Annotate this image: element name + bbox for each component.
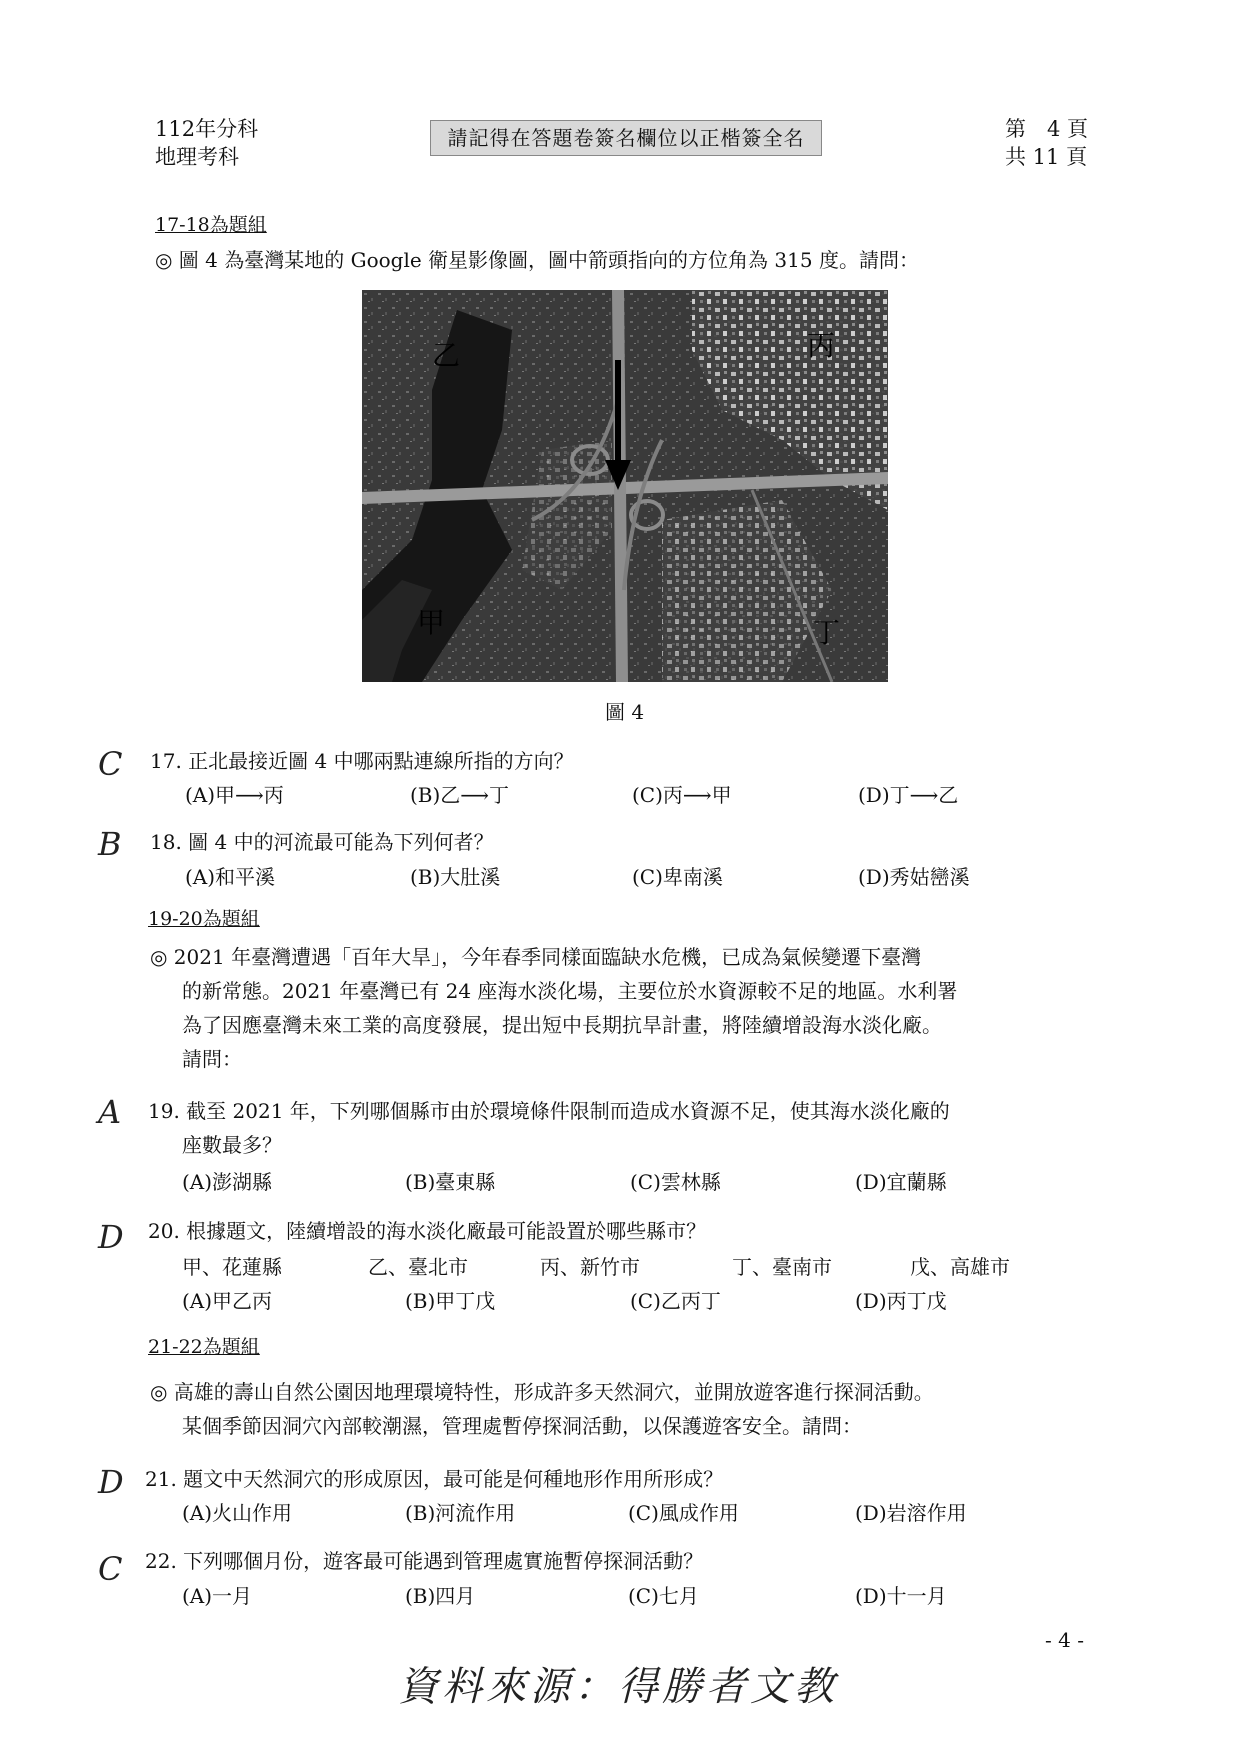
- question-18-stem: 18. 圖 4 中的河流最可能為下列何者？: [150, 830, 494, 854]
- q17-option-c: (C)丙⟶甲: [632, 783, 732, 807]
- q20-item-jia: 甲、花蓮縣: [182, 1255, 282, 1279]
- question-20-stem: 20. 根據題文，陸續增設的海水淡化廠最可能設置於哪些縣市？: [148, 1219, 707, 1243]
- page-number: - 4 -: [1045, 1628, 1084, 1652]
- q20-option-c: (C)乙丙丁: [630, 1289, 721, 1313]
- q18-option-b: (B)大肚溪: [410, 865, 501, 889]
- q22-option-a: (A)一月: [182, 1584, 253, 1608]
- group-intro-19-20-line2: 的新常態。2021 年臺灣已有 24 座海水淡化場，主要位於水資源較不足的地區。水利署: [182, 979, 958, 1003]
- q17-option-b: (B)乙⟶丁: [410, 783, 509, 807]
- page-indicator: 第 4 頁: [1005, 117, 1089, 141]
- q22-option-d: (D)十一月: [855, 1584, 947, 1608]
- group-intro-21-22-line2: 某個季節因洞穴內部較潮濕，管理處暫停探洞活動，以保護遊客安全。請問：: [182, 1414, 862, 1438]
- label-yi: 乙: [432, 339, 461, 372]
- q20-item-yi: 乙、臺北市: [368, 1255, 468, 1279]
- q20-item-ding: 丁、臺南市: [732, 1255, 832, 1279]
- satellite-image-figure-4: [362, 290, 888, 682]
- page-total: 共 11 頁: [1005, 145, 1088, 169]
- figure-caption: 圖 4: [605, 700, 645, 724]
- q22-option-b: (B)四月: [405, 1584, 476, 1608]
- q17-option-d: (D)丁⟶乙: [858, 783, 959, 807]
- q19-option-c: (C)雲林縣: [630, 1170, 721, 1194]
- q21-option-d: (D)岩溶作用: [855, 1501, 967, 1525]
- answer-mark-20: D: [98, 1218, 124, 1256]
- answer-mark-21: D: [98, 1463, 124, 1501]
- q20-option-d: (D)丙丁戊: [855, 1289, 947, 1313]
- label-jia: 甲: [417, 606, 446, 639]
- q18-option-c: (C)卑南溪: [632, 865, 723, 889]
- answer-mark-22: C: [98, 1550, 123, 1588]
- q20-option-b: (B)甲丁戊: [405, 1289, 496, 1313]
- group-intro-19-20-line1: ◎ 2021 年臺灣遭遇「百年大旱」，今年春季同樣面臨缺水危機，已成為氣候變遷下臺灣: [150, 945, 922, 969]
- q18-option-d: (D)秀姑巒溪: [858, 865, 970, 889]
- answer-mark-19: A: [98, 1093, 122, 1131]
- subject-name: 地理考科: [155, 145, 239, 169]
- q19-option-a: (A)澎湖縣: [182, 1170, 273, 1194]
- q17-option-a: (A)甲⟶丙: [185, 783, 284, 807]
- q21-option-c: (C)風成作用: [628, 1501, 739, 1525]
- q18-option-a: (A)和平溪: [185, 865, 276, 889]
- satellite-image-drawing: [362, 290, 888, 682]
- question-19-stem-line1: 19. 截至 2021 年，下列哪個縣市由於環境條件限制而造成水資源不足，使其海水淡化廠的: [148, 1099, 950, 1123]
- q19-option-d: (D)宜蘭縣: [855, 1170, 947, 1194]
- question-21-stem: 21. 題文中天然洞穴的形成原因，最可能是何種地形作用所形成？: [145, 1467, 724, 1491]
- signature-reminder-banner: 請記得在答題卷簽名欄位以正楷簽全名: [430, 120, 822, 156]
- q21-option-a: (A)火山作用: [182, 1501, 293, 1525]
- q20-item-wu: 戊、高雄市: [910, 1255, 1010, 1279]
- q21-option-b: (B)河流作用: [405, 1501, 516, 1525]
- label-ding: 丁: [812, 616, 841, 649]
- subject-year: 112年分科: [155, 117, 259, 141]
- group-intro-19-20-line3: 為了因應臺灣未來工業的高度發展，提出短中長期抗旱計畫，將陸續增設海水淡化廠。: [182, 1013, 942, 1037]
- question-17-stem: 17. 正北最接近圖 4 中哪兩點連線所指的方向？: [150, 749, 574, 773]
- q20-option-a: (A)甲乙丙: [182, 1289, 273, 1313]
- group-title-17-18: 17-18為題組: [155, 214, 267, 236]
- answer-mark-18: B: [98, 825, 122, 863]
- handwritten-source-note: 資料來源：得勝者文教: [398, 1664, 838, 1710]
- question-22-stem: 22. 下列哪個月份，遊客最可能遇到管理處實施暫停探洞活動？: [145, 1549, 704, 1573]
- q20-item-bing: 丙、新竹市: [540, 1255, 640, 1279]
- answer-mark-17: C: [98, 745, 123, 783]
- group-title-19-20: 19-20為題組: [148, 908, 260, 930]
- group-intro-21-22-line1: ◎ 高雄的壽山自然公園因地理環境特性，形成許多天然洞穴，並開放遊客進行探洞活動。: [150, 1380, 934, 1404]
- label-bing: 丙: [807, 329, 836, 362]
- question-19-stem-line2: 座數最多？: [182, 1133, 282, 1157]
- group-title-21-22: 21-22為題組: [148, 1336, 260, 1358]
- q19-option-b: (B)臺東縣: [405, 1170, 496, 1194]
- group-intro-19-20-line4: 請問：: [182, 1047, 242, 1071]
- q22-option-c: (C)七月: [628, 1584, 699, 1608]
- group-intro-17-18: ◎ 圖 4 為臺灣某地的 Google 衛星影像圖，圖中箭頭指向的方位角為 315 度。請問：: [155, 248, 919, 272]
